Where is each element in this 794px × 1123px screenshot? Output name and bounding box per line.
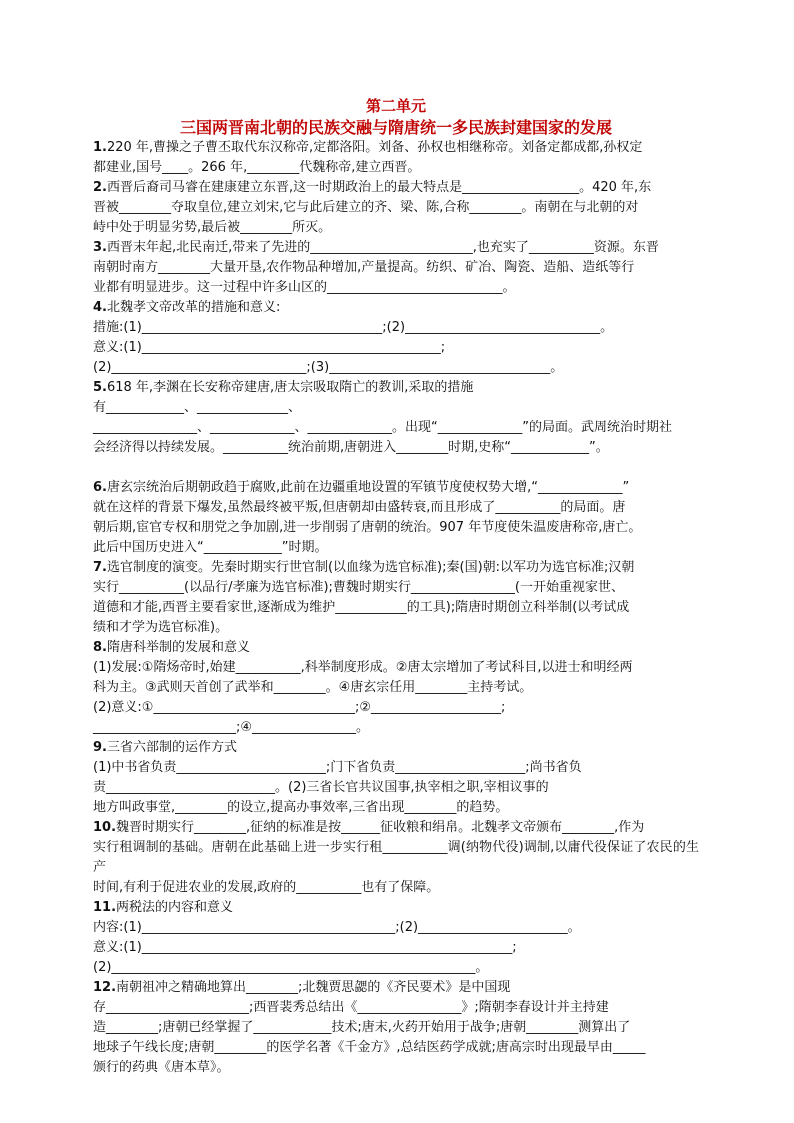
question-line — [93, 298, 699, 318]
question-text: (2)意义:①_______________________________;②____________________; — [93, 700, 506, 715]
question-text: 时间,有利于促进农业的发展,政府的__________也有了保障。 — [93, 880, 440, 895]
question-text: 责__________________________。(2)三省长官共议国事,执宰相之职,宰相议事的 — [93, 780, 549, 795]
question-line — [93, 538, 699, 558]
question-line — [93, 658, 699, 678]
question-text: 地球子午线长度;唐朝________的医学名著《千金方》,总结医药学成就;唐高宗时出现最早由_____ — [93, 1040, 646, 1055]
worksheet-page — [93, 96, 699, 1078]
question-line — [93, 758, 699, 778]
question-text: 选官制度的演变。先秦时期实行世官制(以血缘为选官标准);秦(国)朝:以军功为选官标准;汉朝 — [106, 560, 635, 575]
question-line — [93, 218, 699, 238]
question-item — [93, 898, 699, 978]
question-text: 魏晋时期实行________,征纳的标准是按______征收粮和绢帛。北魏孝文帝颁布________,作为 — [116, 820, 645, 835]
question-number: 1. — [93, 140, 107, 155]
question-line — [93, 1038, 699, 1058]
question-text: 就在这样的背景下爆发,虽然最终被平叛,但唐朝却由盛转衰,而且形成了__________的局面。唐 — [93, 500, 626, 515]
question-item — [93, 558, 699, 638]
question-text: 绩和才学为选官标准)。 — [93, 620, 229, 635]
question-line — [93, 818, 699, 838]
question-line — [93, 378, 699, 398]
question-text: ______________________;④________________。 — [93, 720, 370, 735]
question-line — [93, 518, 699, 538]
question-line — [93, 278, 699, 298]
question-item — [93, 378, 699, 458]
question-text: 实行租调制的基础。唐朝在此基础上进一步实行租__________调(纳物代役)调制,以庸代役保证了农民的生产 — [93, 840, 699, 875]
question-text: (1)发展:①隋炀帝时,始建__________,科举制度形成。②唐太宗增加了考试科目,以进士和明经两 — [93, 660, 633, 675]
question-text: 内容:(1)_______________________________________;(2)_______________________。 — [93, 920, 581, 935]
question-text: 西晋后裔司马睿在建康建立东晋,这一时期政治上的最大特点是__________________。420 年,东 — [106, 180, 652, 195]
question-text: 道德和才能,西晋主要看家世,逐渐成为维护___________的工具);隋唐时期创立科举制(以考试成 — [93, 600, 630, 615]
question-line — [93, 418, 699, 438]
question-item — [93, 638, 699, 738]
question-text: 两税法的内容和意义 — [116, 900, 234, 915]
question-number: 2. — [93, 180, 107, 195]
question-line — [93, 478, 699, 498]
question-line — [93, 198, 699, 218]
question-item — [93, 978, 699, 1078]
question-text: (2)______________________________;(3)__________________________________。 — [93, 360, 564, 375]
question-line — [93, 498, 699, 518]
question-line — [93, 238, 699, 258]
question-line — [93, 158, 699, 178]
question-line — [93, 358, 699, 378]
question-text: ________________、_____________、_____________。出现“_____________”的局面。武周统治时期社 — [93, 420, 672, 435]
question-line — [93, 398, 699, 418]
question-line — [93, 718, 699, 738]
question-line — [93, 778, 699, 798]
question-item — [93, 238, 699, 298]
question-item — [93, 818, 699, 898]
question-number: 3. — [93, 240, 107, 255]
question-number: 8. — [93, 640, 107, 655]
question-list — [93, 138, 699, 1078]
question-text: 三省六部制的运作方式 — [106, 740, 237, 755]
question-number: 11. — [93, 900, 117, 915]
question-text: 造________;唐朝已经掌握了____________技术;唐末,火药开始用于战争;唐朝________测算出了 — [93, 1020, 631, 1035]
question-line — [93, 938, 699, 958]
question-line — [93, 578, 699, 598]
question-line — [93, 978, 699, 998]
question-text: 220 年,曹操之子曹丕取代东汉称帝,定都洛阳。刘备、孙权也相继称帝。刘备定都成都,孙权定 — [106, 140, 643, 155]
question-text: 唐玄宗统治后期朝政趋于腐败,此前在边疆重地设置的军镇节度使权势大增,“_____________” — [106, 480, 630, 495]
question-line — [93, 918, 699, 938]
question-text: 意义:(1)______________________________________________; — [93, 340, 446, 355]
question-text: 会经济得以持续发展。__________统治前期,唐朝进入________时期,史称“____________”。 — [93, 440, 609, 455]
question-line — [93, 638, 699, 658]
question-item — [93, 298, 699, 378]
question-line — [93, 618, 699, 638]
question-number: 6. — [93, 480, 107, 495]
question-line — [93, 438, 699, 458]
question-number: 5. — [93, 380, 107, 395]
question-text: 科为主。③武则天首创了武举和________。④唐玄宗任用________主持考试。 — [93, 680, 533, 695]
question-line — [93, 958, 699, 978]
question-text: 业都有明显进步。这一过程中许多山区的___________________________。 — [93, 280, 516, 295]
question-number: 4. — [93, 300, 107, 315]
question-text: 此后中国历史进入“____________”时期。 — [93, 540, 328, 555]
question-line — [93, 258, 699, 278]
question-text: 地方叫政事堂,________的设立,提高办事效率,三省出现________的趋势。 — [93, 800, 509, 815]
question-item — [93, 478, 699, 558]
question-text: 隋唐科举制的发展和意义 — [106, 640, 250, 655]
question-line — [93, 598, 699, 618]
question-number: 9. — [93, 740, 107, 755]
question-text: 618 年,李渊在长安称帝建唐,唐太宗吸取隋亡的教训,采取的措施 — [106, 380, 474, 395]
question-text: 峙中处于明显劣势,最后被________所灭。 — [93, 220, 332, 235]
question-text: 存______________________;西晋裴秀总结出《________________》;隋朝李春设计并主持建 — [93, 1000, 609, 1015]
question-line — [93, 698, 699, 718]
question-item — [93, 138, 699, 178]
question-text: (2)________________________________________________________。 — [93, 960, 489, 975]
unit-subtitle: 三国两晋南北朝的民族交融与隋唐统一多民族封建国家的发展 — [179, 118, 612, 137]
question-text: 南朝时南方________大量开垦,农作物品种增加,产量提高。纺织、矿冶、陶瓷、造船、造纸等行 — [93, 260, 635, 275]
question-line — [93, 838, 699, 878]
question-text: 南朝祖冲之精确地算出________;北魏贾思勰的《齐民要术》是中国现 — [116, 980, 511, 995]
question-line — [93, 678, 699, 698]
question-number: 7. — [93, 560, 107, 575]
question-text: 颁行的药典《唐本草》。 — [93, 1060, 230, 1075]
question-text: (1)中书省负责_______________________;门下省负责____________________;尚书省负 — [93, 760, 582, 775]
question-text: 措施:(1)_____________________________________;(2)______________________________。 — [93, 320, 614, 335]
question-line — [93, 1058, 699, 1078]
question-text: 都建业,国号____。266 年,________代魏称帝,建立西晋。 — [93, 160, 421, 175]
question-text: 有____________、______________、 — [93, 400, 302, 415]
question-line — [93, 338, 699, 358]
question-item — [93, 738, 699, 818]
question-text: 北魏孝文帝改革的措施和意义: — [106, 300, 281, 315]
question-line — [93, 998, 699, 1018]
question-text: 朝后期,宦官专权和朋党之争加剧,进一步削弱了唐朝的统治。907 年节度使朱温废唐称帝,唐亡。 — [93, 520, 642, 535]
question-line — [93, 178, 699, 198]
question-line — [93, 318, 699, 338]
question-line — [93, 878, 699, 898]
question-line — [93, 138, 699, 158]
question-line — [93, 558, 699, 578]
question-line — [93, 898, 699, 918]
question-text: 意义:(1)_________________________________________________________; — [93, 940, 517, 955]
question-text: 西晋末年起,北民南迁,带来了先进的_________________________,也充实了__________资源。东晋 — [106, 240, 659, 255]
question-text: 实行__________(以品行/孝廉为选官标准);曹魏时期实行________________(一开始重视家世、 — [93, 580, 624, 595]
unit-title: 第二单元 — [365, 97, 426, 115]
question-line — [93, 1018, 699, 1038]
question-line — [93, 798, 699, 818]
question-line — [93, 738, 699, 758]
question-text: 晋被________夺取皇位,建立刘宋,它与此后建立的齐、梁、陈,合称________。南朝在与北朝的对 — [93, 200, 639, 215]
question-item — [93, 178, 699, 238]
question-number: 12. — [93, 980, 117, 995]
question-number: 10. — [93, 820, 117, 835]
